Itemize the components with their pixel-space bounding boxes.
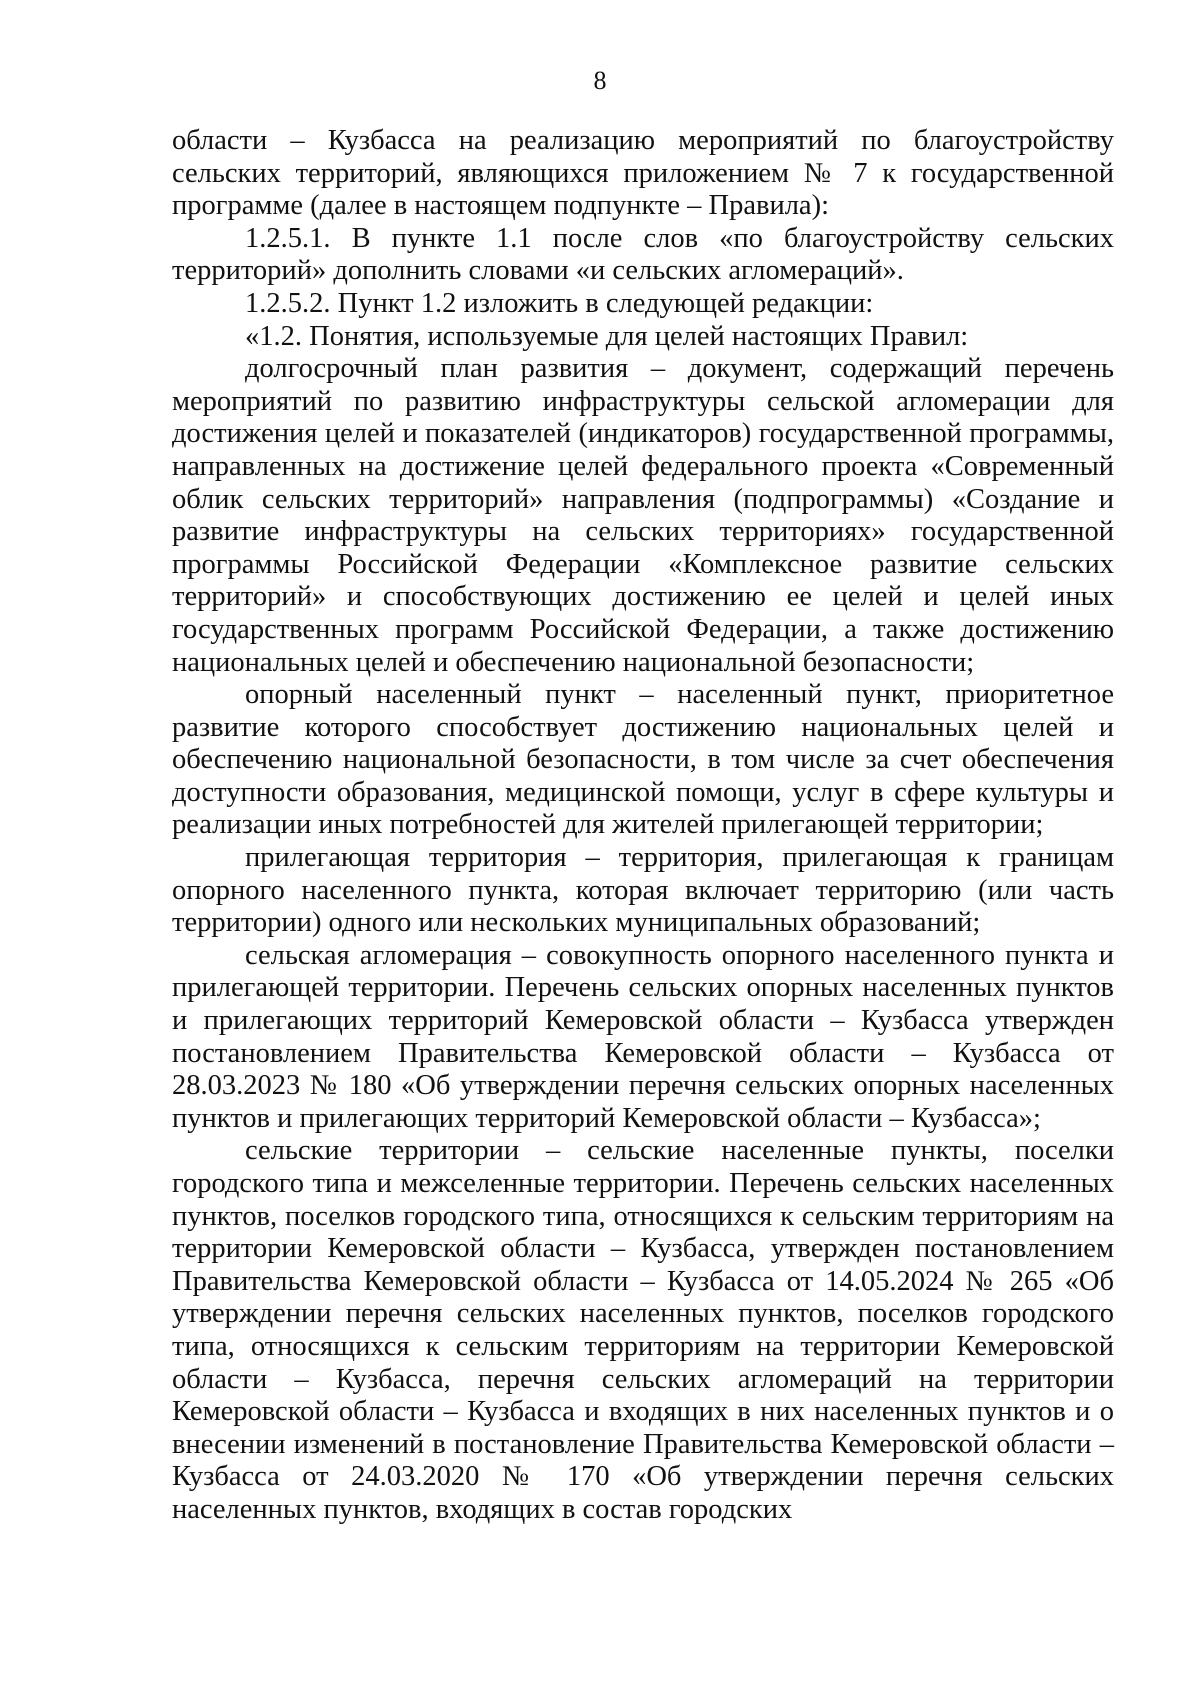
paragraph-long-term-plan: долгосрочный план развития – документ, содержащий перечень мероприятий по развитию инфраструктуры сельской агломерации для достижения целей и показателей (индикаторов) государственной программы, направленных на достижение целей федерального проекта «Современный облик сельских территорий» направления (подпрограммы) «Создание и развитие инфраструктуры на сельских территориях» государственной программы Российской Федерации «Комплексное развитие сельских территорий» и способствующих достижению ее целей и целей иных государственных программ Российской Федерации, а также достижению национальных целей и обеспечению национальной безопасности; bbox=[172, 353, 1114, 678]
document-body bbox=[172, 125, 1114, 1527]
paragraph-continuation: области – Кузбасса на реализацию мероприятий по благоустройству сельских территорий, являющихся приложением № 7 к государственной программе (далее в настоящем подпункте – Правила): bbox=[172, 125, 1114, 222]
paragraph-support-settlement: опорный населенный пункт – населенный пункт, приоритетное развитие которого способствует достижению национальных целей и обеспечению национальной безопасности, в том числе за счет обеспечения доступности образования, медицинской помощи, услуг в сфере культуры и реализации иных потребностей для жителей прилегающей территории; bbox=[172, 679, 1114, 841]
page-number: 8 bbox=[593, 66, 607, 95]
paragraph-rural-territories: сельские территории – сельские населенные пункты, поселки городского типа и межселенные территории. Перечень сельских населенных пунктов, поселков городского типа, относящихся к сельским территориям на территории Кемеровской области – Кузбасса, утвержден постановлением Правительства Кемеровской области – Кузбасса от 14.05.2024 № 265 «Об утверждении перечня сельских населенных пунктов, поселков городского типа, относящихся к сельским территориям на территории Кемеровской области – Кузбасса, перечня сельских агломераций на территории Кемеровской области – Кузбасса и входящих в них населенных пунктов и о внесении изменений в постановление Правительства Кемеровской области – Кузбасса от 24.03.2020 № 170 «Об утверждении перечня сельских населенных пунктов, входящих в состав городских bbox=[172, 1135, 1114, 1525]
paragraph-rural-agglomeration: сельская агломерация – совокупность опорного населенного пункта и прилегающей территории. Перечень сельских опорных населенных пунктов и прилегающих территорий Кемеровской области – Кузбасса утвержден постановлением Правительства Кемеровской области – Кузбасса от 28.03.2023 № 180 «Об утверждении перечня сельских опорных населенных пунктов и прилегающих территорий Кемеровской области – Кузбасса»; bbox=[172, 939, 1114, 1134]
paragraph-adjacent-territory: прилегающая территория – территория, прилегающая к границам опорного населенного пункта, которая включает территорию (или часть территории) одного или нескольких муниципальных образований; bbox=[172, 842, 1114, 939]
paragraph-1-2-intro: «1.2. Понятия, используемые для целей настоящих Правил: bbox=[245, 320, 969, 352]
paragraph-1-2-5-1: 1.2.5.1. В пункте 1.1 после слов «по благоустройству сельских территорий» дополнить словами «и сельских агломераций». bbox=[172, 222, 1114, 287]
paragraph-1-2-5-2: 1.2.5.2. Пункт 1.2 изложить в следующей редакции: bbox=[245, 287, 874, 319]
